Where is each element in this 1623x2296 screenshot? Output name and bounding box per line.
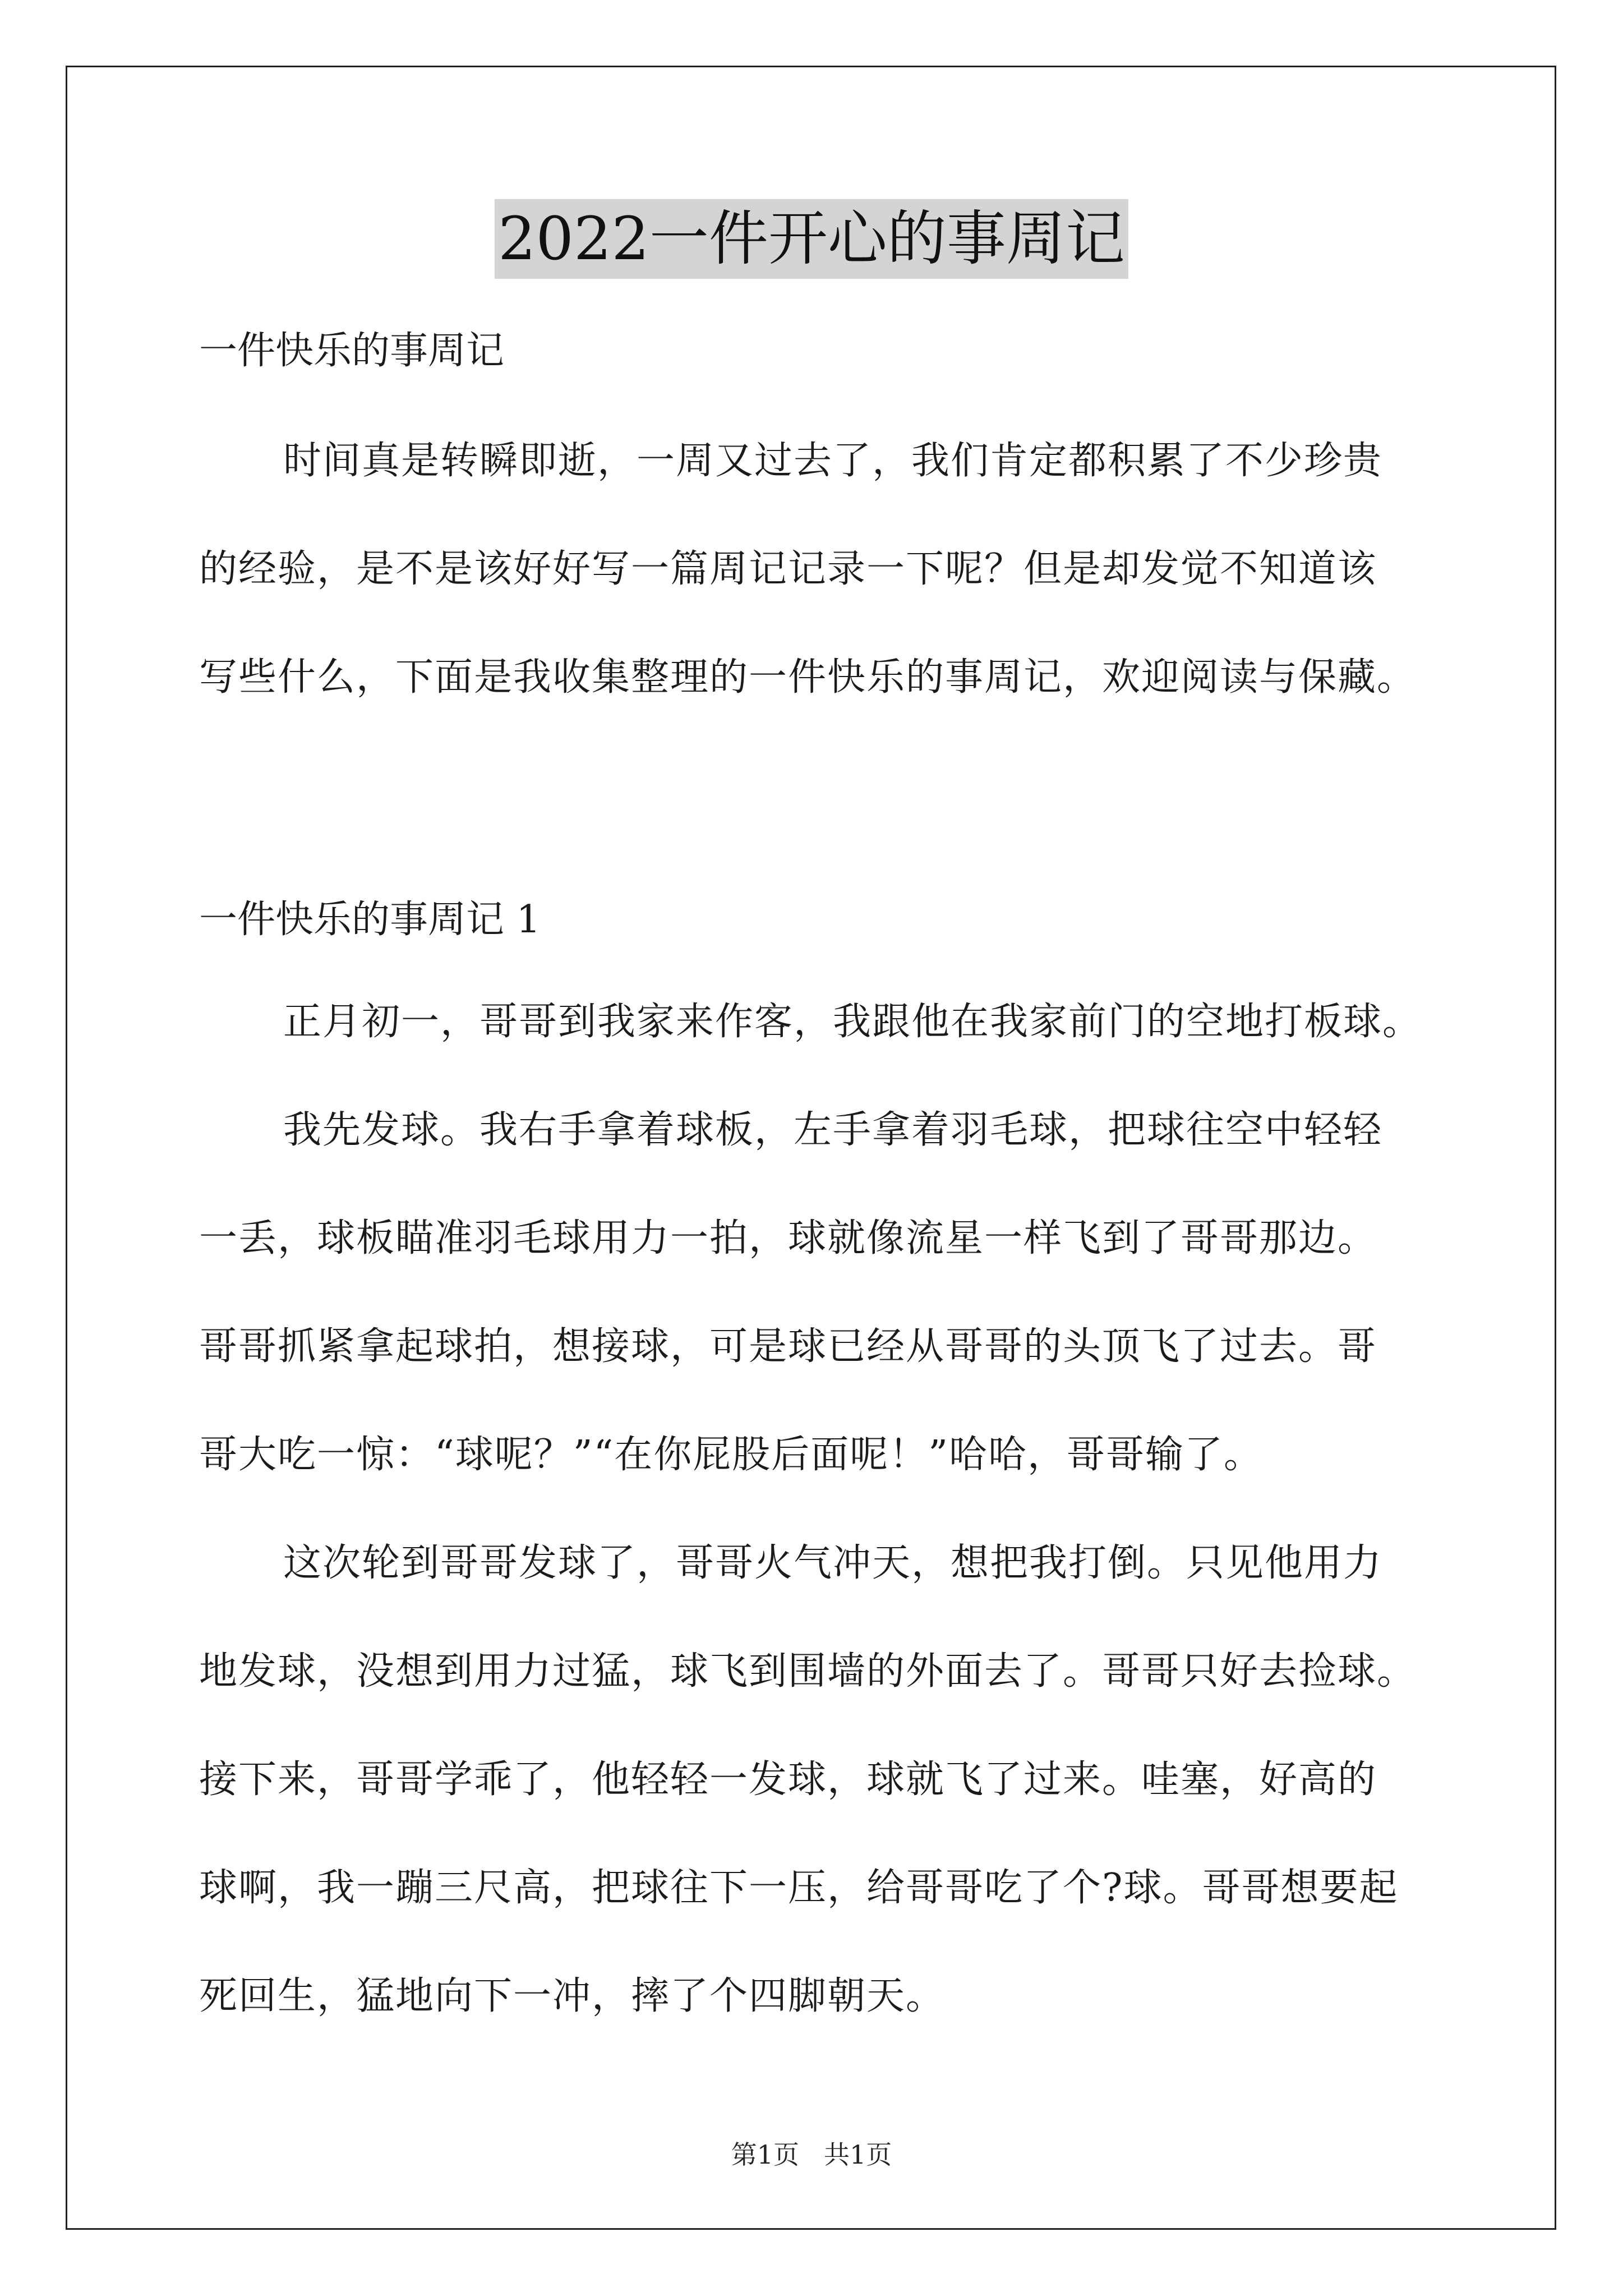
section-heading: 一件快乐的事周记: [199, 329, 505, 373]
page-number: 第1页: [731, 2139, 800, 2170]
essay-line: 哥大吃一惊：“球呢？”“在你屁股后面呢！”哈哈，哥哥输了。: [199, 1433, 1264, 1477]
page-footer: [0, 2134, 1623, 2171]
essay-line: 死回生，猛地向下一冲，摔了个四脚朝天。: [199, 1974, 946, 2018]
essay-paragraph: [199, 968, 1489, 1076]
intro-line: 时间真是转瞬即逝，一周又过去了，我们肯定都积累了不少珍贵: [283, 439, 1383, 483]
title-container: [0, 199, 1623, 279]
essay-heading-block: [199, 892, 1489, 948]
essay-line: 我先发球。我右手拿着球板，左手拿着羽毛球，把球往空中轻轻: [283, 1108, 1383, 1152]
essay-line: 一丢，球板瞄准羽毛球用力一拍，球就像流星一样飞到了哥哥那边。: [199, 1216, 1377, 1260]
intro-text: [199, 407, 1489, 731]
essay-heading: 一件快乐的事周记 1: [199, 898, 541, 942]
essay-line: 正月初一，哥哥到我家来作客，我跟他在我家前门的空地打板球。: [283, 1000, 1422, 1044]
essay-paragraph: [199, 1509, 1489, 2050]
essay-line: 接下来，哥哥学乖了，他轻轻一发球，球就飞了过来。哇塞，好高的: [199, 1757, 1377, 1802]
essay-paragraph: [199, 1076, 1489, 1509]
section-heading-block: [199, 323, 1489, 379]
essay-line: 哥哥抓紧拿起球拍，想接球，可是球已经从哥哥的头顶飞了过去。哥: [199, 1324, 1377, 1369]
document-title: 2022一件开心的事周记: [495, 199, 1128, 279]
essay-line: 地发球，没想到用力过猛，球飞到围墙的外面去了。哥哥只好去捡球。: [199, 1649, 1417, 1694]
essay-line: 球啊，我一蹦三尺高，把球往下一压，给哥哥吃了个?球。哥哥想要起: [199, 1866, 1399, 1910]
page-total: 共1页: [823, 2139, 892, 2170]
intro-paragraph: [199, 407, 1489, 731]
intro-line: 写些什么，下面是我收集整理的一件快乐的事周记，欢迎阅读与保藏。: [199, 655, 1417, 700]
intro-line: 的经验，是不是该好好写一篇周记记录一下呢？但是却发觉不知道该: [199, 547, 1377, 591]
essay-body: [199, 968, 1489, 2050]
essay-line: 这次轮到哥哥发球了，哥哥火气冲天，想把我打倒。只见他用力: [283, 1541, 1383, 1585]
